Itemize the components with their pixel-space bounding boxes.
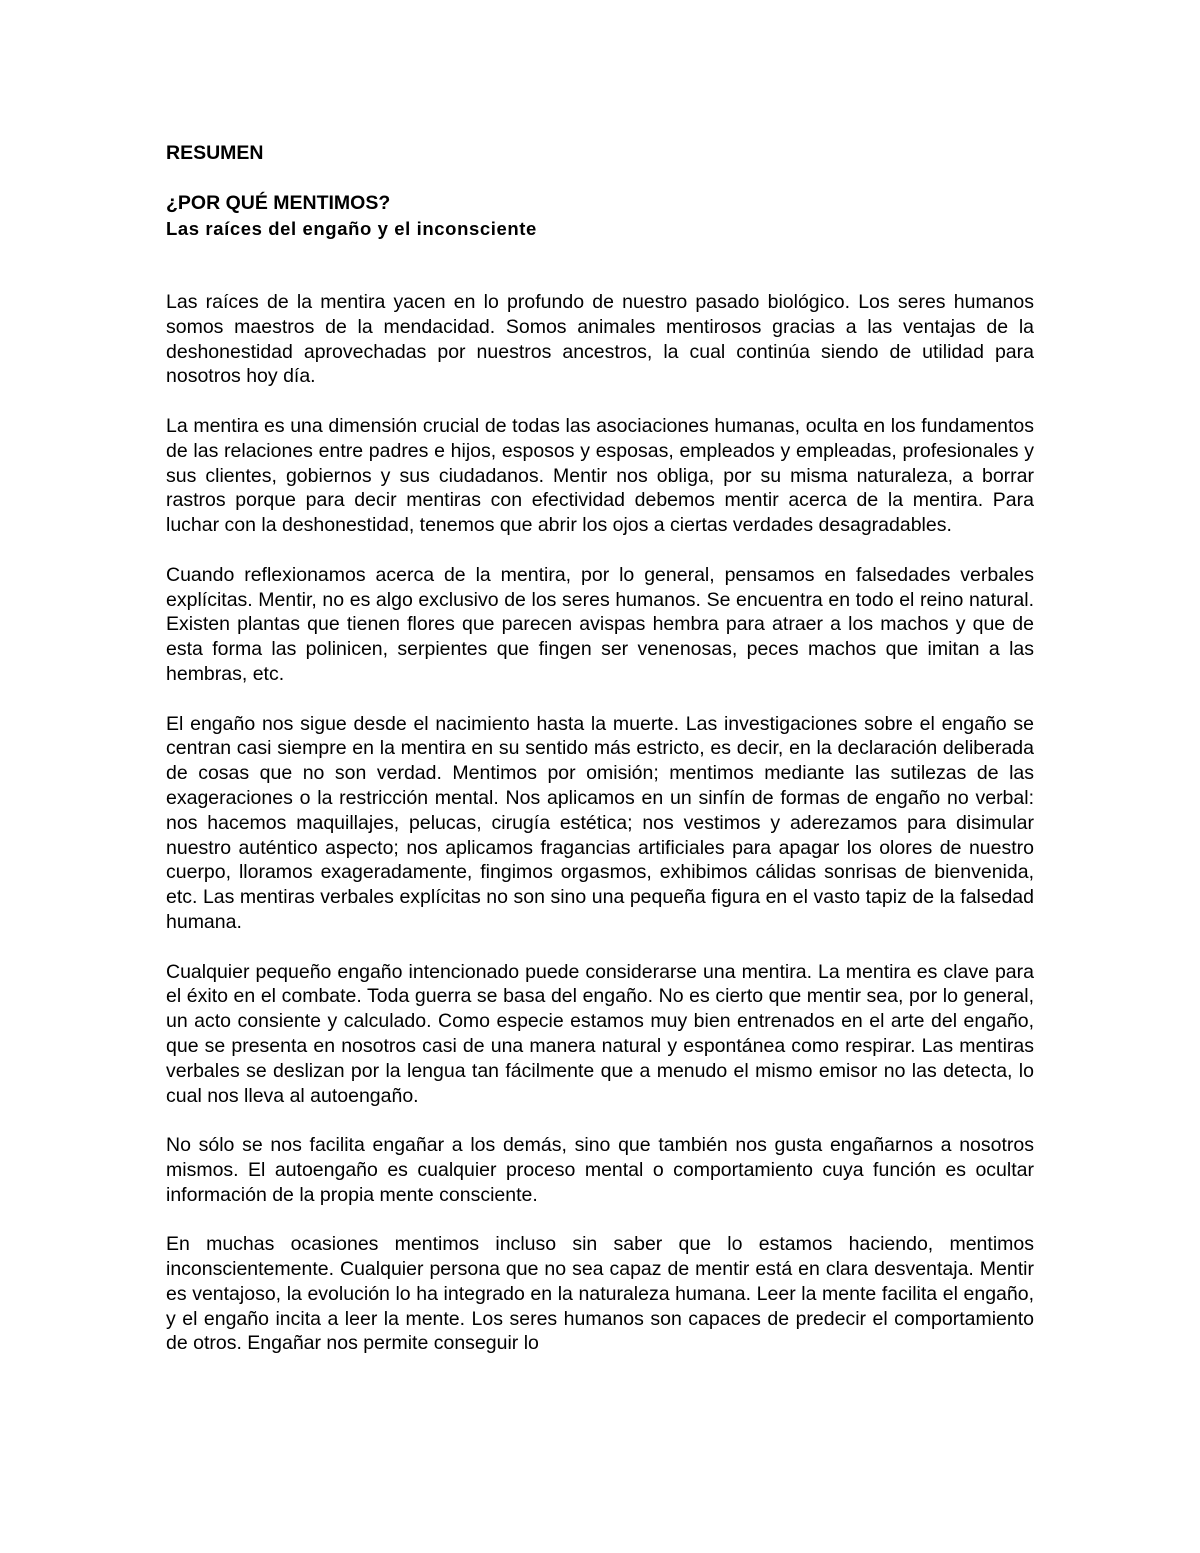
paragraph-6: No sólo se nos facilita engañar a los demás, sino que también nos gusta engañarnos a nosotros mismos. El autoengaño es cualquier proceso mental o comportamiento cuya función es ocultar información de la propia mente consciente. [166,1134,1034,1206]
paragraph-1: Las raíces de la mentira yacen en lo profundo de nuestro pasado biológico. Los seres humanos somos maestros de la mendacidad. Somos animales mentirosos gracias a las ventajas de la deshonestidad aprovechadas por nuestros ancestros, la cual continúa siendo de utilidad para nosotros hoy día. [166,291,1034,388]
document-subtitle: Las raíces del engaño y el inconsciente [166,218,537,239]
section-label: RESUMEN [166,142,264,164]
document-body [166,290,1034,1356]
document-title: ¿POR QUÉ MENTIMOS? [166,192,391,214]
paragraph-7: En muchas ocasiones mentimos incluso sin saber que lo estamos haciendo, mentimos inconscientemente. Cualquier persona que no sea capaz de mentir está en clara desventaja. Mentir es ventajoso, la evolución lo ha integrado en la naturaleza humana. Leer la mente facilita el engaño, y el engaño incita a leer la mente. Los seres humanos son capaces de predecir el comportamiento de otros. Engañar nos permite conseguir lo [166,1233,1034,1355]
paragraph-5: Cualquier pequeño engaño intencionado puede considerarse una mentira. La mentira es clave para el éxito en el combate. Toda guerra se basa del engaño. No es cierto que mentir sea, por lo general, un acto consiente y calculado. Como especie estamos muy bien entrenados en el arte del engaño, que se presenta en nosotros casi de una manera natural y espontánea como respirar. Las mentiras verbales se deslizan por la lengua tan fácilmente que a menudo el mismo emisor no las detecta, lo cual nos lleva al autoengaño. [166,960,1034,1107]
document-page [166,139,1034,1381]
paragraph-2: La mentira es una dimensión crucial de todas las asociaciones humanas, oculta en los fundamentos de las relaciones entre padres e hijos, esposos y esposas, empleados y empleadas, profesionales y sus clientes, gobiernos y sus ciudadanos. Mentir nos obliga, por su misma naturaleza, a borrar rastros porque para decir mentiras con efectividad debemos mentir acerca de la mentira. Para luchar con la deshonestidad, tenemos que abrir los ojos a ciertas verdades desagradables. [166,414,1034,537]
paragraph-4: El engaño nos sigue desde el nacimiento hasta la muerte. Las investigaciones sobre el engaño se centran casi siempre en la mentira en su sentido más estricto, es decir, en la declaración deliberada de cosas que no son verdad. Mentimos por omisión; mentimos mediante las sutilezas de las exageraciones o la restricción mental. Nos aplicamos en un sinfín de formas de engaño no verbal: nos hacemos maquillajes, pelucas, cirugía estética; nos vestimos y aderezamos para disimular nuestro auténtico aspecto; nos aplicamos fragancias artificiales para apagar los olores de nuestro cuerpo, lloramos exageradamente, fingimos orgasmos, exhibimos cálidas sonrisas de bienvenida, etc. Las mentiras verbales explícitas no son sino una pequeña figura en el vasto tapiz de la falsedad humana. [166,712,1034,933]
paragraph-3: Cuando reflexionamos acerca de la mentira, por lo general, pensamos en falsedades verbales explícitas. Mentir, no es algo exclusivo de los seres humanos. Se encuentra en todo el reino natural. Existen plantas que tienen flores que parecen avispas hembra para atraer a los machos y que de esta forma las polinicen, serpientes que fingen ser venenosas, peces machos que imitan a las hembras, etc. [166,563,1034,685]
